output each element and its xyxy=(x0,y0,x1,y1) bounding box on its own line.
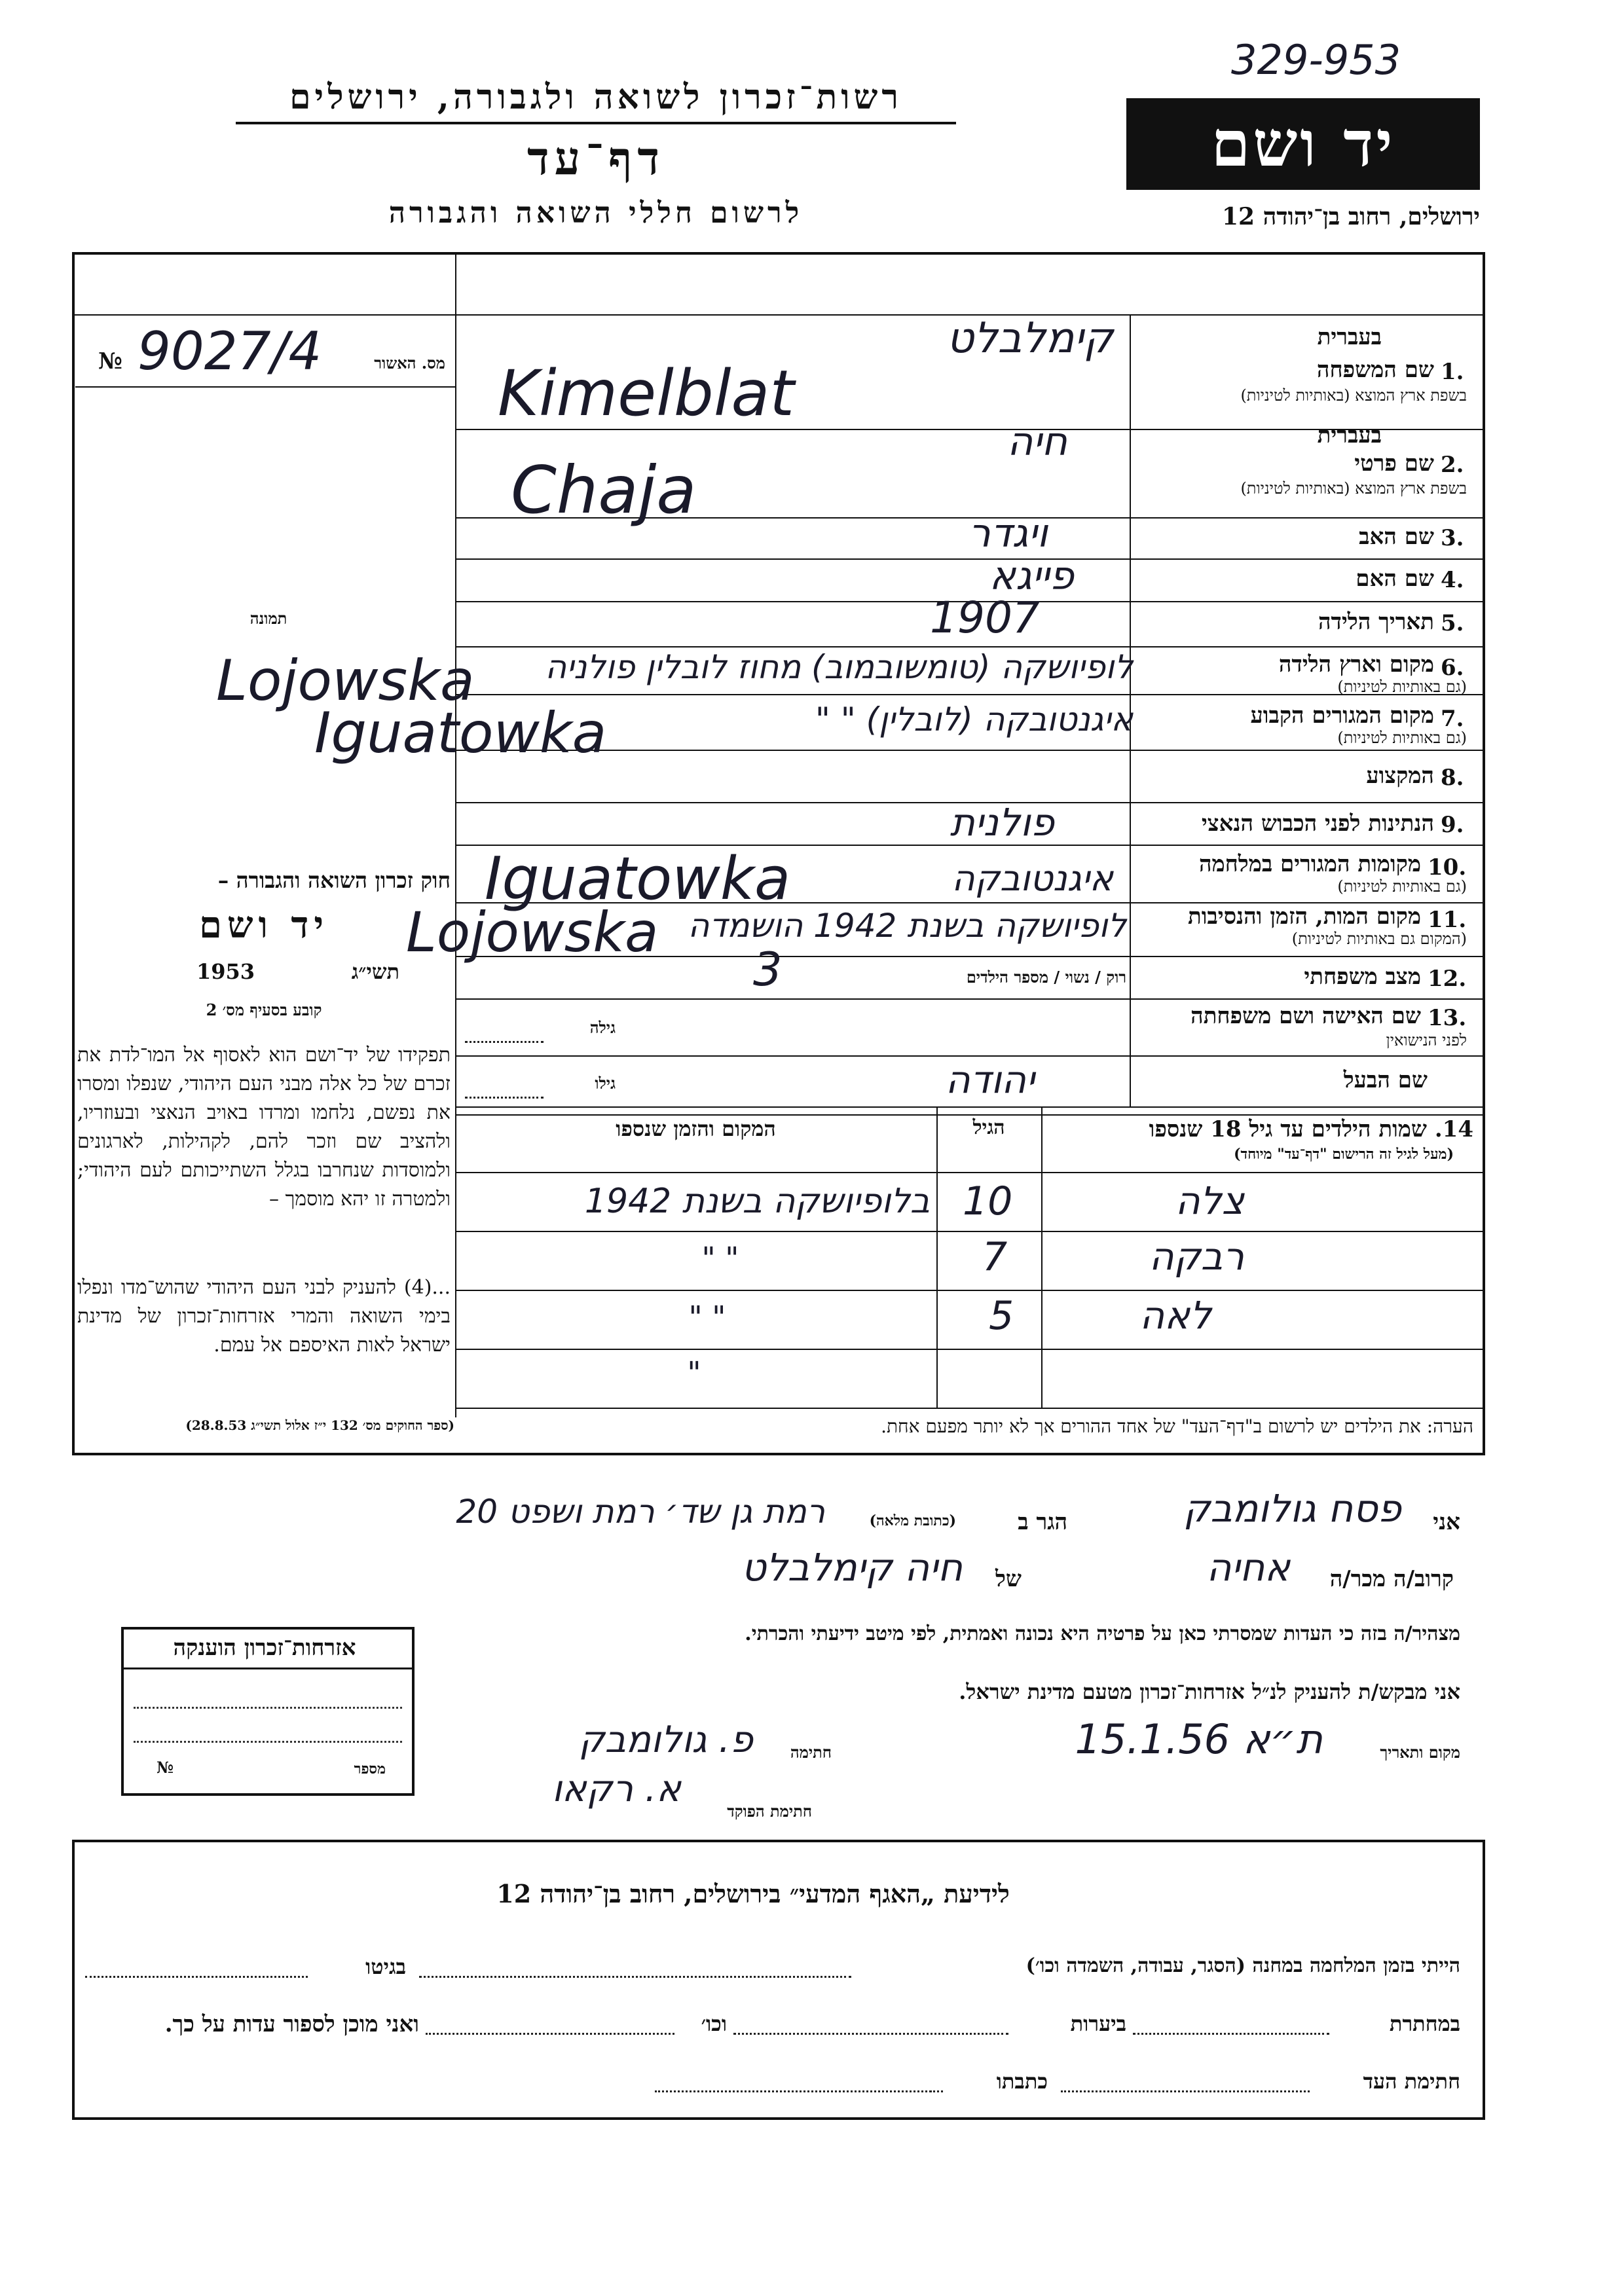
clerk-signature: א. רקאו xyxy=(551,1768,681,1810)
registration-no: № xyxy=(98,348,122,374)
citizenship-request: אני מבקש/ת להעניק לנ״ל אזרחות־זכרון מטעם מדינת ישראל. xyxy=(959,1679,1460,1704)
field-7-label: מקום המגורים הקבוע xyxy=(1250,702,1434,729)
field-1-note: בשפת ארץ המוצא (באותיות לטיניות) xyxy=(1240,386,1467,405)
field-11-note: (המקום גם באותיות לטיניות) xyxy=(1291,930,1467,948)
place-column-header: המקום והזמן שנספו xyxy=(616,1116,776,1141)
field-5-label: תאריך הלידה xyxy=(1318,609,1434,635)
law-gazette: (ספר החוקים מס׳ 132 י״ז אלול תשי״ג 28.8.53) xyxy=(185,1417,454,1433)
field-12-label: מצב משפחתי xyxy=(1304,964,1421,990)
field-1-label: שם המשפחה xyxy=(1316,357,1434,383)
field-10-label: מקומות המגורים במלחמה xyxy=(1198,851,1421,877)
child-age: 7 xyxy=(982,1234,1008,1280)
field-5-num: 5. xyxy=(1441,610,1464,636)
field-2-label: שם פרטי xyxy=(1354,450,1434,477)
field-8-num: 8. xyxy=(1441,765,1464,791)
residence-latin: Iguatowka xyxy=(314,701,607,766)
child-place: " xyxy=(687,1355,701,1391)
place-date: ת״א 15.1.56 xyxy=(1075,1715,1323,1763)
archive-number: 329-953 xyxy=(1231,36,1401,84)
citizenship-box-title: אזרחות־זכרון הוענקה xyxy=(173,1635,356,1661)
witness-i-label: אני xyxy=(1433,1509,1460,1535)
field-3-num: 3. xyxy=(1441,525,1464,551)
bottom-line2-d: ואני מוכן לספור עדות על כך. xyxy=(164,2011,419,2037)
child-place: " " xyxy=(701,1241,739,1276)
bottom-line2-b: ביערות xyxy=(1070,2011,1126,2036)
witness-signature: פ. גולומבק xyxy=(578,1719,753,1761)
of-name: חיה קימלבלט xyxy=(741,1545,963,1590)
form-title: דף־עד xyxy=(526,131,665,185)
children-heading: 14. שמות הילדים עד גיל 18 שנספו xyxy=(1149,1116,1473,1142)
bottom-line1-b: בגיטו xyxy=(365,1954,406,1979)
death-place-latin: Lojowska xyxy=(406,900,659,964)
child-age: 5 xyxy=(989,1293,1014,1339)
child-name: צלה xyxy=(1175,1178,1244,1223)
bottom-line2-c: וכו׳ xyxy=(701,2011,727,2036)
child-place: " " xyxy=(688,1300,726,1335)
children-count: 3 xyxy=(753,943,783,996)
field-12-num: 12. xyxy=(1428,966,1467,992)
child-place: בלופיושקה בשנת 1942 xyxy=(584,1182,930,1221)
clerk-label: חתימת הפוקד xyxy=(727,1802,812,1821)
field-3-label: שם האב xyxy=(1359,524,1434,550)
given-name-latin: Chaja xyxy=(511,452,697,528)
registration-label: מס. האשור xyxy=(374,354,445,373)
field-1-num: 1. xyxy=(1441,359,1464,385)
birth-place: לופיושקה (טומשובמוב) מחוז לובלין פולניה xyxy=(545,648,1133,686)
husband-name: יהודה xyxy=(945,1057,1035,1102)
law-clause: קובע בסעיף מס׳ 2 xyxy=(206,1000,322,1019)
bottom-line3-b: כתבתו xyxy=(996,2069,1048,2094)
birth-place-latin: Lojowska xyxy=(216,648,475,714)
declaration: מצהיר/ה בזה כי העדות שמסרתי כאן על פרטיה היא נכונה ואמתית, לפי מיטב ידיעתי והכרתי. xyxy=(745,1622,1460,1645)
law-text-1: תפקידו של יד־ושם הוא לאסוף אל המו־לדת את זכרם של כל אלה מבני העם היהודי, שנפלו ומסרו את נפשם, נלחמו ומרדו באויב הנאצי ובעוזריו, ולהציב שם וזכר להם, לקהילות, לארגונים ולמוסדות שנחרבו בגלל השתייכותם לעם היהודי; ולמטרה זו יהא מוסמך – xyxy=(77,1044,451,1211)
field-2-num: 2. xyxy=(1441,452,1464,478)
bottom-line2-a: במחתרת xyxy=(1389,2011,1460,2036)
wartime-residence: איגנטובקה xyxy=(951,858,1113,899)
field-11-label: מקום המות, הזמן והנסיבות xyxy=(1187,903,1421,930)
citizenship-no: № xyxy=(157,1758,174,1777)
field-12-options: רוק / נשוי / מספר הילדים xyxy=(966,968,1126,987)
header-address: ירושלים, רחוב בן־יהודה 12 xyxy=(1221,203,1480,230)
citizenship-number-label: מספר xyxy=(354,1760,386,1777)
citizenship-box xyxy=(121,1627,415,1796)
family-name-hebrew: קימלבלט xyxy=(946,314,1113,363)
age-column-header: הגיל xyxy=(972,1116,1005,1139)
registration-number: 9027/4 xyxy=(138,321,322,382)
family-name-latin: Kimelblat xyxy=(498,357,794,430)
field-9-num: 9. xyxy=(1441,812,1464,838)
law-title: חוק זכרון השואה והגבורה – xyxy=(217,867,451,893)
given-name-hebrew: חיה xyxy=(1007,419,1067,465)
bottom-line3-a: חתימת העד xyxy=(1363,2069,1460,2094)
children-heading-note: (מעל לגיל זה הרישום "דף־עד" מיוחד) xyxy=(1234,1146,1454,1163)
field-4-num: 4. xyxy=(1441,567,1464,593)
father-name: ויגדר xyxy=(968,511,1048,556)
field-10-num: 10. xyxy=(1428,854,1467,881)
wife-age-label: גילה xyxy=(589,1018,616,1037)
mother-name: פייגא xyxy=(989,553,1074,599)
field-6-num: 6. xyxy=(1441,655,1464,681)
law-year-hebrew: תשי״ג xyxy=(351,959,399,984)
field-13-note: לפני הנישואין xyxy=(1386,1031,1467,1049)
law-text-2: ...(4) להעניק לבני העם היהודי שהוש־מדו ונפלו בימי השואה והמרי אזרחות־זכרון של מדינת ישראל לאות האיספם אל עמם. xyxy=(77,1276,451,1357)
residence: איגנטובקה (לובלין) " " xyxy=(815,701,1133,738)
relation-label: קרוב/ה מכר/ה xyxy=(1329,1566,1454,1592)
field-11-num: 11. xyxy=(1428,907,1467,933)
witness-address: רמת גן שד׳ רמת ושפט 20 xyxy=(456,1493,825,1531)
field-7-note: (גם באותיות לטיניות) xyxy=(1337,729,1467,747)
witness-name: פסח גולומבק xyxy=(1183,1486,1401,1531)
law-name: יד ושם xyxy=(198,903,329,947)
wartime-residence-latin: Iguatowka xyxy=(485,845,791,913)
field-9-label: הנתינות לפני הכבוש הנאצי xyxy=(1201,811,1434,837)
child-name: לאה xyxy=(1139,1293,1211,1338)
field-13-label: שם האישה ושם משפחתה xyxy=(1190,1003,1421,1029)
yad-vashem-logo xyxy=(1126,98,1480,190)
bottom-title: לידיעת „האגף המדעי״ בירושלים, רחוב בן־יהודה 12 xyxy=(496,1879,1010,1908)
relation-value: אחיה xyxy=(1206,1545,1290,1590)
death-place: לופיושקה בשנת 1942 הושמדה xyxy=(688,907,1126,945)
logo-text: יד ושם xyxy=(1211,107,1395,181)
field-8-label: המקצוע xyxy=(1366,763,1434,789)
bottom-line1-a: הייתי בזמן המלחמה במחנה (הסגר, עבודה, השמדה וכו׳) xyxy=(1025,1954,1460,1977)
field-6-note: (גם באותיות לטיניות) xyxy=(1337,678,1467,696)
child-name: רבקה xyxy=(1149,1234,1244,1279)
birth-date: 1907 xyxy=(930,592,1040,643)
citizenship: פולנית xyxy=(950,800,1054,845)
field-13-num: 13. xyxy=(1428,1005,1467,1031)
residing-label: הגר ב xyxy=(1018,1509,1067,1535)
place-date-label: מקום ותאריך xyxy=(1380,1743,1460,1762)
address-note: (כתובת מלאה) xyxy=(869,1512,956,1529)
children-note: הערה: את הילדים יש לרשום ב"דף־העד" של אחד ההורים אך לא יותר מפעם אחת. xyxy=(881,1415,1473,1437)
field-4-label: שם האם xyxy=(1356,566,1434,592)
signature-label: חתימה xyxy=(790,1743,832,1762)
husband-age-label: גילו xyxy=(595,1074,616,1093)
form-subtitle: לרשום חללי השואה והגבורה xyxy=(388,196,803,230)
of-label: של xyxy=(995,1566,1022,1592)
field-1-sub: בעברית xyxy=(1317,324,1382,350)
law-year: 1953 xyxy=(196,959,255,984)
field-6-label: מקום וארץ הלידה xyxy=(1278,651,1434,678)
child-age: 10 xyxy=(963,1178,1013,1224)
husband-label: שם הבעל xyxy=(1343,1067,1428,1093)
field-7-num: 7. xyxy=(1441,706,1464,732)
field-2-note: בשפת ארץ המוצא (באותיות לטיניות) xyxy=(1240,479,1467,498)
photo-label: תמונה xyxy=(249,609,287,628)
authority-title: רשות־זכרון לשואה ולגבורה, ירושלים xyxy=(289,77,902,117)
field-10-note: (גם באותיות לטיניות) xyxy=(1337,877,1467,896)
field-2-sub: בעברית xyxy=(1317,422,1382,448)
